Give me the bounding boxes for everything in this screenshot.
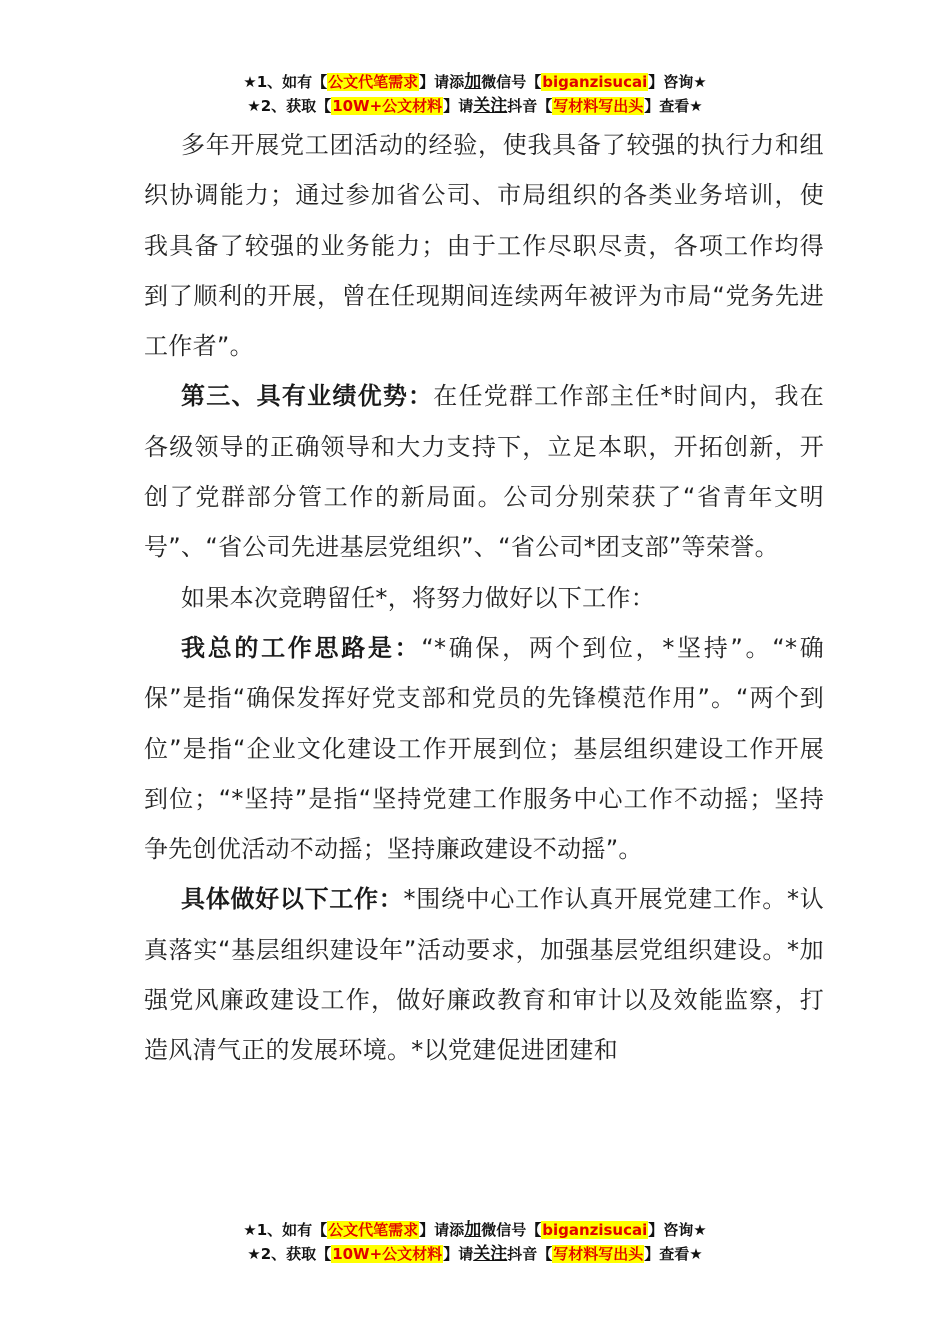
banner-emphasis: 关注	[473, 1244, 508, 1264]
banner-highlight-wechat: biganzisucai	[542, 1221, 648, 1239]
banner-line-1: ★1、如有【公文代笔需求】请添加微信号【biganzisucai】咨询★	[243, 1220, 707, 1240]
document-body	[144, 120, 824, 1076]
section-heading: 第三、具有业绩优势：	[181, 382, 434, 411]
paragraph-intent: 如果本次竞聘留任*，将努力做好以下工作：	[181, 583, 655, 612]
banner-emphasis: 加	[464, 72, 482, 92]
paragraph-specific-work: 具体做好以下工作：*围绕中心工作认真开展党建工作。*认真落实“基层组织建设年”活动要求，加强基层党组织建设。*加强党风廉政建设工作，做好廉政教育和审计以及效能监察，打造风清气正的发展环境。*以党建促进团建和	[144, 885, 825, 1065]
banner-highlight-douyin: 写材料写出头	[553, 1245, 644, 1263]
section-heading: 具体做好以下工作：	[181, 885, 404, 914]
section-heading: 我总的工作思路是：	[181, 633, 422, 662]
banner-emphasis: 加	[464, 1220, 482, 1240]
banner-line-1: ★1、如有【公文代笔需求】请添加微信号【biganzisucai】咨询★	[243, 72, 707, 92]
banner-emphasis: 关注	[473, 96, 508, 116]
banner-highlight: 公文代笔需求	[328, 1221, 419, 1239]
paragraph-work-ideas: 我总的工作思路是：“*确保，两个到位，*坚持”。“*确保”是指“确保发挥好党支部和党员的先锋模范作用”。“两个到位”是指“企业文化建设工作开展到位；基层组织建设工作开展到位；“*坚持”是指“坚持党建工作服务中心工作不动摇；坚持争先创优活动不动摇；坚持廉政建设不动摇”。	[144, 633, 824, 864]
banner-highlight-douyin: 写材料写出头	[553, 97, 644, 115]
paragraph-performance: 第三、具有业绩优势：在任党群工作部主任*时间内，我在各级领导的正确领导和大力支持下，立足本职，开拓创新，开创了党群部分管工作的新局面。公司分别荣获了“省青年文明号”、“省公司先进基层党组织”、“省公司*团支部”等荣誉。	[144, 382, 824, 562]
footer-banner	[0, 1218, 950, 1266]
banner-highlight-wechat: biganzisucai	[542, 73, 648, 91]
banner-line-2: ★2、获取【10W+公文材料】请关注抖音【写材料写出头】查看★	[247, 96, 703, 116]
header-banner	[0, 70, 950, 118]
banner-highlight: 公文代笔需求	[328, 73, 419, 91]
paragraph-experience: 多年开展党工团活动的经验，使我具备了较强的执行力和组织协调能力；通过参加省公司、市局组织的各类业务培训，使我具备了较强的业务能力；由于工作尽职尽责，各项工作均得到了顺利的开展，曾在任现期间连续两年被评为市局“党务先进工作者”。	[144, 131, 824, 361]
banner-highlight: 10W+公文材料	[332, 1245, 443, 1263]
banner-highlight: 10W+公文材料	[332, 97, 443, 115]
banner-line-2: ★2、获取【10W+公文材料】请关注抖音【写材料写出头】查看★	[247, 1244, 703, 1264]
